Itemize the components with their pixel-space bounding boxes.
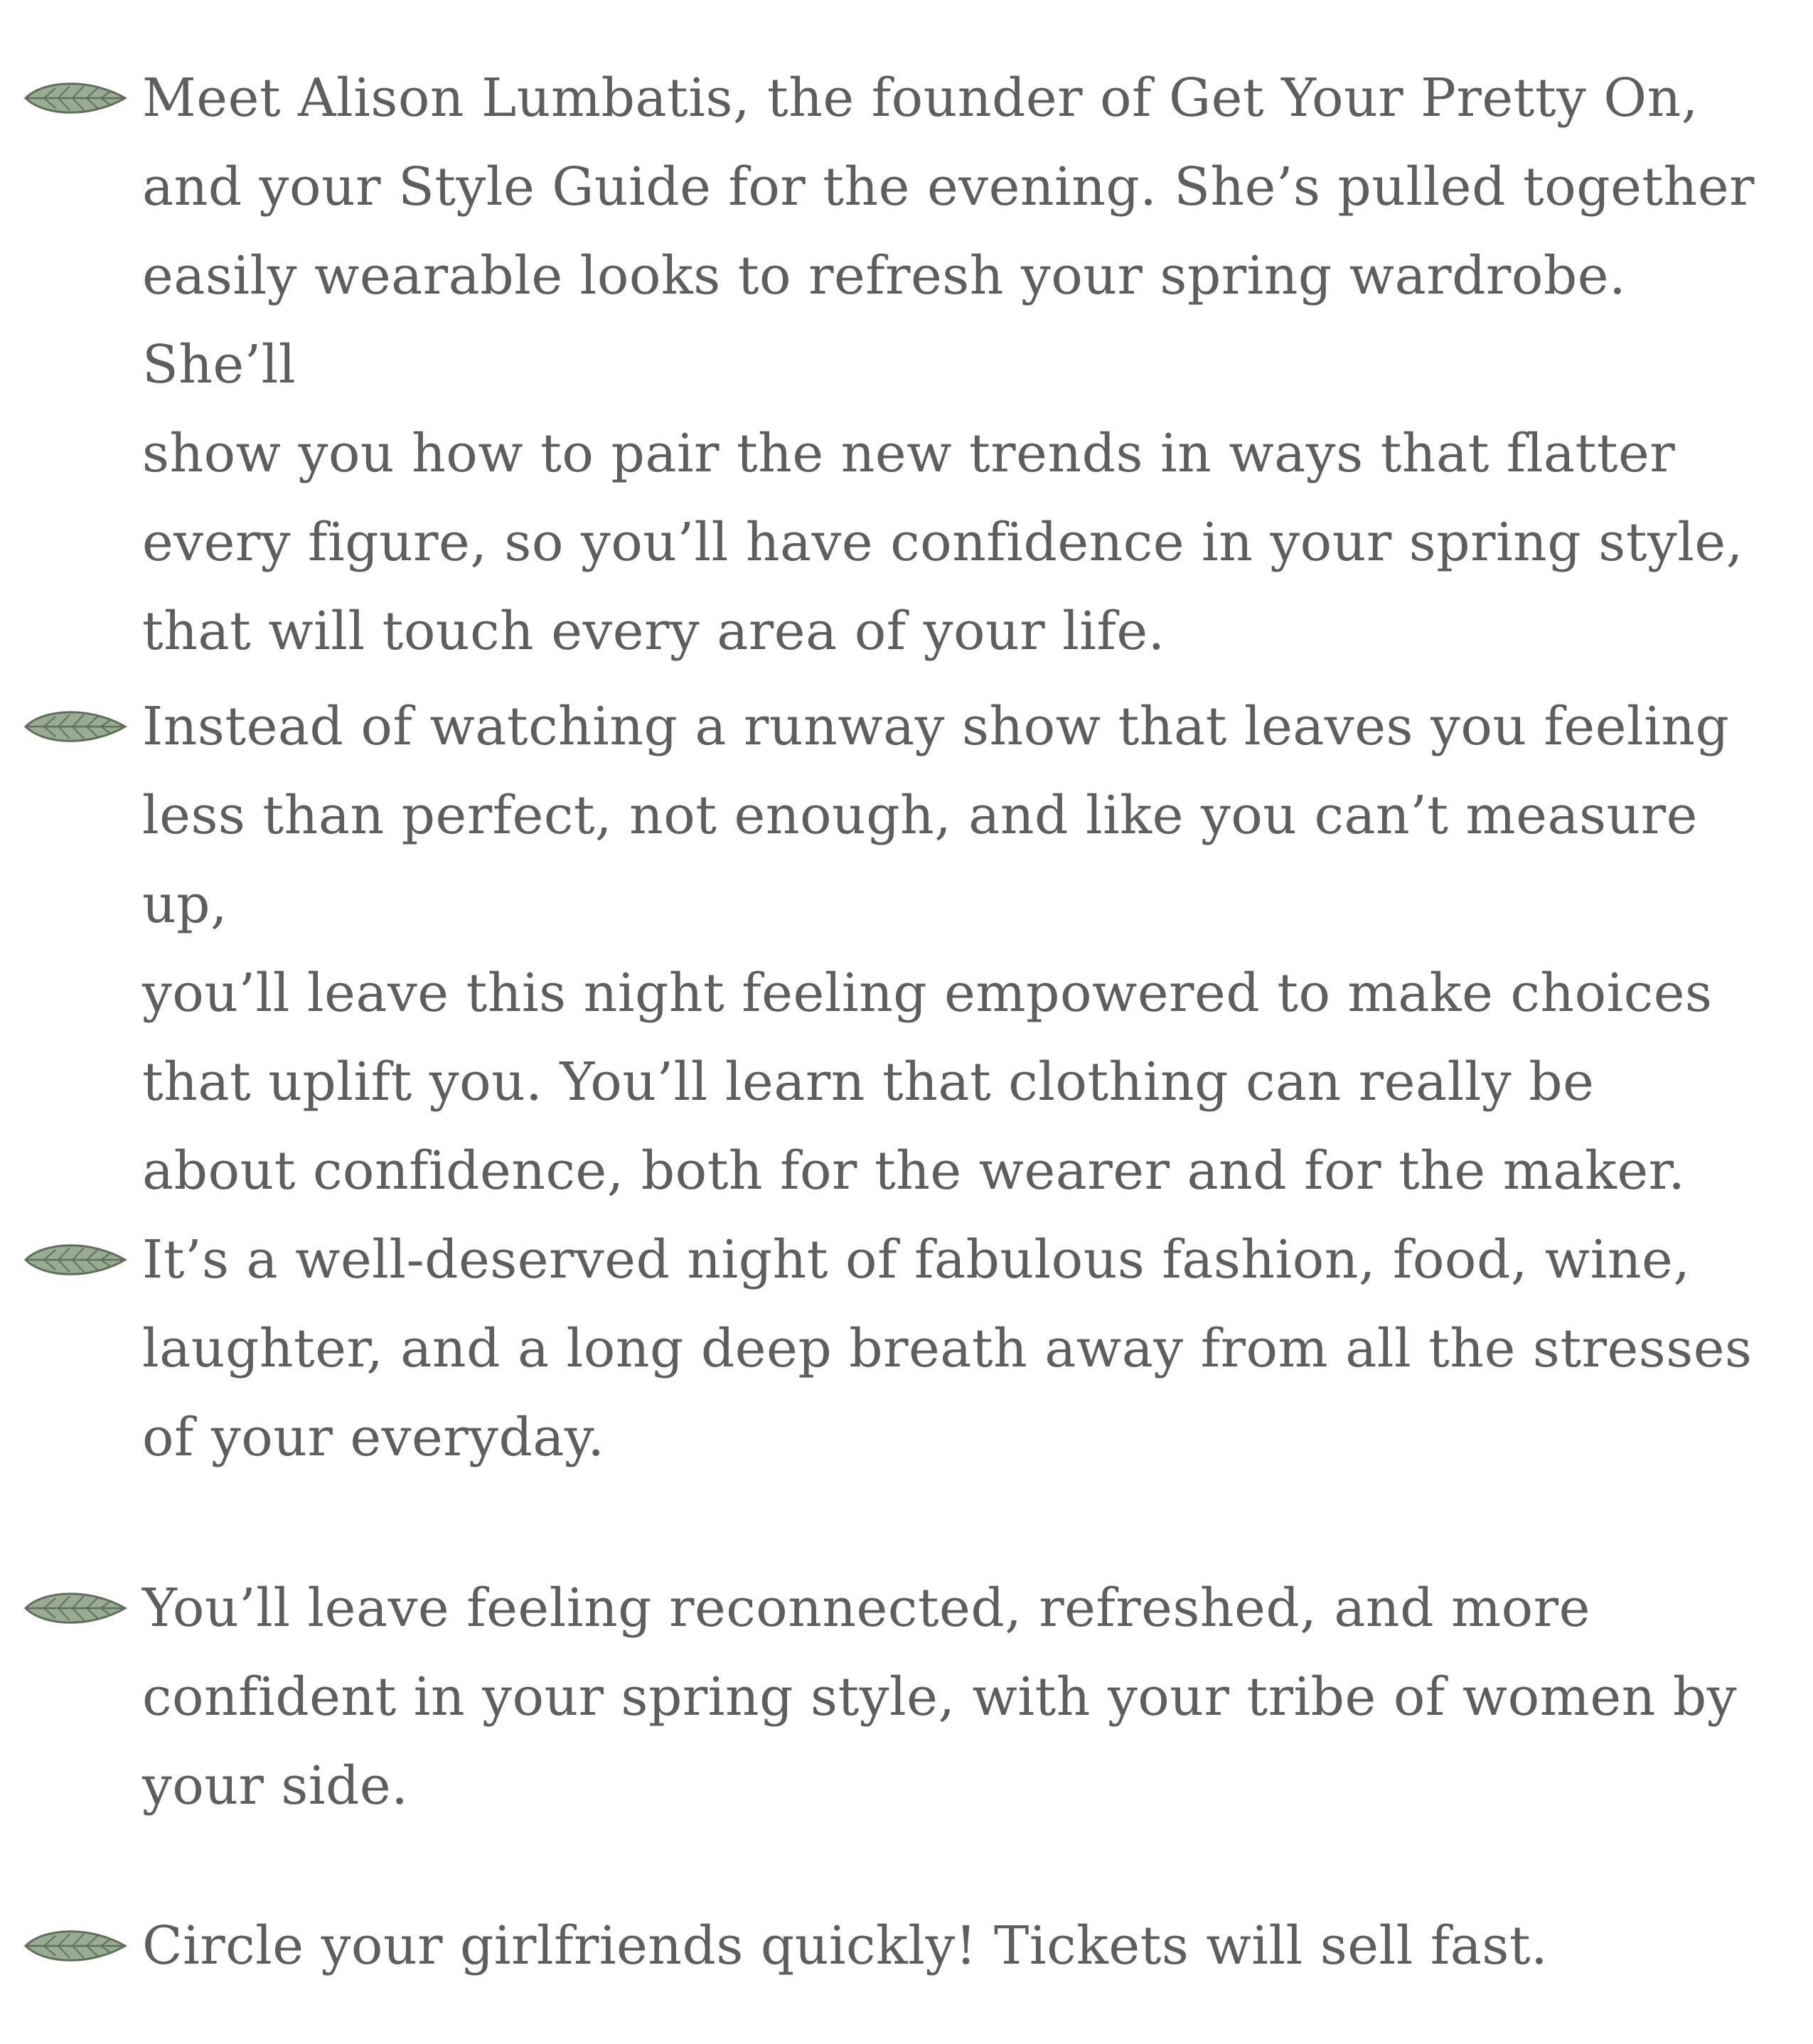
bullet-text: It’s a well-deserved night of fabulous fashion, food, wine, laughter, and a long deep breath away from all the stresses of your everyday. <box>142 1229 1753 1468</box>
leaf-icon <box>23 75 128 121</box>
leaf-icon <box>23 1237 128 1283</box>
leaf-icon <box>23 1923 128 1969</box>
bullet-text: You’ll leave feeling reconnected, refreshed, and more confident in your spring style, with your tribe of women by your side. <box>142 1578 1737 1816</box>
bullet-text: Circle your girlfriends quickly! Tickets will sell fast. <box>142 1915 1549 1976</box>
leaf-icon <box>23 704 128 749</box>
bullet-text: Meet Alison Lumbatis, the founder of Get Your Pretty On, and your Style Guide for the evening. She’s pulled together easily wearable looks to refresh your spring wardrobe. She’ll show you how to pair the new trends in ways that flatter every figure, so you’ll have confidence in your spring style, that will touch every area of your life. <box>142 68 1755 662</box>
leaf-icon <box>23 1585 128 1631</box>
bullet-text: Instead of watching a runway show that leaves you feeling less than perfect, not enough, and like you can’t measure up, you’ll leave this night feeling empowered to make choices that uplift you. You’ll learn that clothing can really be about confidence, both for the wearer and for the maker. <box>142 696 1730 1202</box>
